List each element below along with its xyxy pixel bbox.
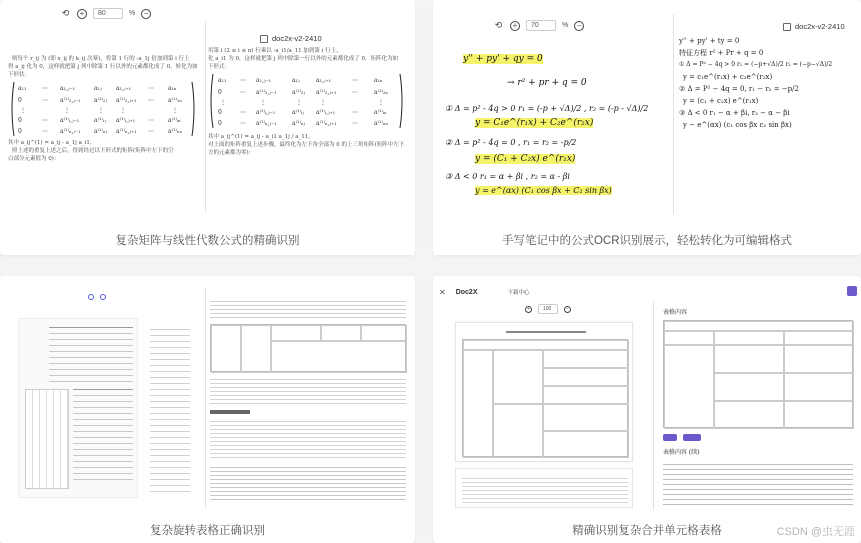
rotated-split-divider	[205, 288, 206, 508]
recognized-body-text-3	[210, 464, 406, 502]
svg-text:0: 0	[18, 117, 22, 124]
matrix-left-after-1: 其中 a_ij^(1) = a_ij - a_1j a_i1，	[8, 140, 96, 146]
matrix-right-line-3: 下形式：	[208, 64, 231, 70]
rotated-text-line	[49, 351, 133, 352]
svg-text:a₁ₙ: a₁ₙ	[168, 85, 177, 92]
svg-text:⋯: ⋯	[42, 117, 48, 124]
matrix-screenshot	[0, 8, 415, 212]
merged-section-title-2: 表格内容 (续)	[663, 449, 700, 456]
rotated-text-line	[49, 345, 133, 346]
card-caption: 精确识别复杂合并单元格表格	[572, 525, 722, 537]
svg-text:⋮: ⋮	[296, 99, 302, 106]
matrix-left-line-1: 则每个 r_ij 为 (即 x_ij 的 k_ij 次幂)，将第 1 行的 -a_1j 倍加到第 i 行上	[12, 56, 190, 62]
svg-text:a⁽¹⁾₂,ⱼ₋₁: a⁽¹⁾₂,ⱼ₋₁	[256, 89, 277, 96]
handwriting-split-divider	[673, 14, 674, 214]
zoom-input[interactable]	[538, 304, 558, 314]
table-cell	[664, 331, 714, 345]
hand-line-1	[463, 54, 543, 64]
rotated-text-line	[49, 327, 133, 328]
matrix-right-figure	[208, 72, 408, 130]
table-cell	[493, 404, 543, 458]
rotated-text-line	[73, 473, 133, 474]
table-cell	[543, 431, 629, 458]
rotated-text-line	[49, 339, 133, 340]
card-caption: 复杂旋转表格正确识别	[150, 525, 265, 537]
svg-text:a₁,ⱼ₊₁: a₁,ⱼ₊₁	[116, 85, 132, 92]
svg-text:a⁽¹⁾ₙ,ⱼ₋₁: a⁽¹⁾ₙ,ⱼ₋₁	[60, 128, 81, 135]
svg-text:⋮: ⋮	[20, 107, 26, 114]
matrix-right-after-2: 对上面的矩阵重复上述步骤，最终化为左下角全部为 0 的上三角矩阵(矩阵中左下	[208, 142, 405, 148]
latex-line-5: ② Δ = P² − 4q = 0, r₁ − r₂ = −p/2	[679, 85, 799, 93]
latex-line-4: y = c₁e^(r₁x) + c₂e^(r₂x)	[683, 73, 773, 81]
rotate-icon[interactable]: ⟲	[494, 20, 503, 30]
matrix-left-after-2: 照上述的重复上述之后，得到经过以下形式的矩阵(矩阵中左下的空	[12, 148, 174, 154]
svg-text:a⁽¹⁾ᵢ,ⱼ₊₁: a⁽¹⁾ᵢ,ⱼ₊₁	[116, 117, 136, 124]
latex-line-8: y − e^(αx) (c₁ cos βx c₂ sin βx)	[683, 121, 792, 129]
recognized-body-text	[210, 376, 406, 406]
svg-text:⋮: ⋮	[220, 99, 226, 106]
rotated-text-line	[49, 363, 133, 364]
table-cell	[271, 341, 407, 373]
table-cell	[714, 401, 784, 429]
svg-text:⋯: ⋯	[240, 89, 246, 96]
card-merged-cells	[433, 276, 861, 543]
handwriting-screenshot	[433, 14, 861, 214]
zoom-input[interactable]	[93, 8, 123, 19]
table-cell	[463, 350, 493, 458]
latex-line-2: 特征方程 r² + Pr + q = 0	[679, 49, 764, 57]
svg-text:⋯: ⋯	[240, 109, 246, 116]
source-table	[462, 339, 628, 457]
svg-text:a⁽¹⁾ᵢₙ: a⁽¹⁾ᵢₙ	[374, 109, 387, 116]
recognized-body-text	[663, 460, 853, 506]
svg-text:⋮: ⋮	[320, 99, 326, 106]
table-cell	[664, 345, 714, 429]
merged-screenshot	[433, 282, 861, 510]
recognized-merged-table	[663, 320, 853, 428]
table-cell	[784, 345, 854, 373]
zoom-value: 70	[531, 22, 539, 29]
hand-line-8-text: y = e^(αx) (C₁ cos βx + C₂ sin βx)	[475, 186, 612, 195]
matrix-right-after-3: 方的元素都为零)：	[208, 150, 255, 156]
table-cell	[784, 373, 854, 401]
app-header	[433, 282, 861, 302]
rotated-text-line	[73, 443, 133, 444]
recognized-body-text-2	[210, 418, 406, 458]
hand-line-5: ② Δ = p² - 4q = 0 , r₁ = r₂ = -p/2	[445, 138, 577, 147]
table-cell	[714, 373, 784, 401]
svg-text:a⁽¹⁾ₙⱼ: a⁽¹⁾ₙⱼ	[292, 120, 306, 127]
svg-text:⋯: ⋯	[352, 89, 358, 96]
svg-text:⋯: ⋯	[352, 109, 358, 116]
source-page	[455, 322, 633, 462]
rotated-text-line	[49, 333, 133, 334]
svg-text:a⁽¹⁾ᵢ,ⱼ₋₁: a⁽¹⁾ᵢ,ⱼ₋₁	[256, 109, 276, 116]
merged-split-divider	[653, 302, 654, 510]
rotated-text-line	[73, 389, 133, 390]
table-cell	[664, 321, 854, 331]
card-matrix-recognition	[0, 0, 415, 255]
svg-text:a⁽¹⁾₂ⱼ: a⁽¹⁾₂ⱼ	[94, 97, 107, 104]
zoom-out-icon[interactable]: −	[141, 9, 151, 19]
document-icon	[783, 23, 791, 31]
svg-text:⋯: ⋯	[42, 128, 48, 135]
svg-text:a₁,ⱼ₋₁: a₁,ⱼ₋₁	[256, 77, 272, 84]
document-icon	[260, 35, 268, 43]
latex-line-6: y = (c₁ + c₂x) e^(r₁x)	[683, 97, 759, 105]
svg-text:0: 0	[18, 97, 22, 104]
handwriting-doc-title	[783, 22, 845, 31]
svg-text:a⁽¹⁾ᵢⱼ: a⁽¹⁾ᵢⱼ	[94, 117, 106, 124]
zoom-value: 80	[98, 10, 106, 17]
copy-button[interactable]	[663, 434, 677, 441]
edit-button[interactable]	[683, 434, 701, 441]
svg-text:⋮: ⋮	[98, 107, 104, 114]
matrix-left-figure	[8, 80, 198, 138]
recognized-table	[210, 324, 406, 372]
svg-text:⋯: ⋯	[352, 77, 358, 84]
svg-text:a⁽¹⁾ᵢₙ: a⁽¹⁾ᵢₙ	[168, 117, 181, 124]
matrix-doc-title	[260, 34, 322, 43]
matrix-toolbar	[60, 8, 151, 19]
hand-line-4	[475, 118, 593, 128]
card-caption: 手写笔记中的公式OCR识别展示，轻松转化为可编辑格式	[501, 235, 793, 247]
source-page-2-text	[462, 475, 628, 505]
svg-text:a⁽¹⁾ᵢ,ⱼ₋₁: a⁽¹⁾ᵢ,ⱼ₋₁	[60, 117, 80, 124]
table-cell	[543, 350, 629, 368]
table-cell	[211, 325, 241, 373]
zoom-in-icon[interactable]	[88, 294, 94, 300]
handwriting-doc-title-text: doc2x-v2-2410	[795, 22, 845, 31]
svg-text:a⁽¹⁾ₙ,ⱼ₊₁: a⁽¹⁾ₙ,ⱼ₊₁	[316, 120, 337, 127]
latex-line-3: ① Δ = P² − 4q > 0 r₁ = (−p+√Δ)/2 r₂ = (−p−√Δ)/2	[679, 61, 833, 68]
svg-text:⋮: ⋮	[120, 107, 126, 114]
svg-text:a⁽¹⁾ᵢ,ⱼ₊₁: a⁽¹⁾ᵢ,ⱼ₊₁	[316, 109, 336, 116]
svg-text:⋯: ⋯	[352, 120, 358, 127]
matrix-left-line-3: 下形状：	[8, 72, 31, 78]
matrix-left-after-3: 白部分元素值为 0)：	[8, 156, 60, 162]
rotate-icon[interactable]: ⟲	[61, 8, 70, 18]
hand-line-6	[475, 154, 575, 164]
zoom-in-icon[interactable]: +	[77, 9, 87, 19]
rotated-text-line	[73, 449, 133, 450]
table-cell	[241, 325, 271, 373]
zoom-input[interactable]	[526, 20, 556, 31]
card-rotated-table	[0, 276, 415, 543]
zoom-unit: %	[562, 22, 569, 29]
rotated-page	[18, 318, 138, 498]
watermark: CSDN @虫无涯	[776, 526, 855, 538]
svg-text:a₁ₙ: a₁ₙ	[374, 77, 383, 84]
table-cell	[543, 386, 629, 404]
svg-text:a₁ⱼ: a₁ⱼ	[292, 77, 300, 84]
rotated-text-line	[73, 407, 133, 408]
matrix-doc-title-text: doc2x-v2-2410	[272, 34, 322, 43]
svg-text:a⁽¹⁾ₙ,ⱼ₋₁: a⁽¹⁾ₙ,ⱼ₋₁	[256, 120, 277, 127]
rotated-text-line	[73, 467, 133, 468]
svg-text:a⁽¹⁾ₙₙ: a⁽¹⁾ₙₙ	[168, 128, 183, 135]
rotated-page-right-col	[150, 324, 190, 496]
matrix-right-after-1: 其中 a_ij^(1) = a_ij - a_i1 a_1j / a_11，	[208, 134, 314, 140]
hand-line-6-text: y = (C₁ + C₂x) e^(r₁x)	[475, 154, 576, 164]
card-handwriting-ocr	[433, 0, 861, 255]
rotated-text-line	[73, 479, 133, 480]
svg-text:a⁽¹⁾ₙ,ⱼ₊₁: a⁽¹⁾ₙ,ⱼ₊₁	[116, 128, 137, 135]
svg-text:⋯: ⋯	[148, 128, 154, 135]
merged-section-title-1: 表格内容	[663, 309, 688, 316]
recognized-header-text	[210, 298, 406, 320]
zoom-out-icon[interactable]: −	[574, 21, 584, 31]
table-cell	[714, 331, 784, 345]
svg-text:a⁽¹⁾₂,ⱼ₊₁: a⁽¹⁾₂,ⱼ₊₁	[116, 97, 137, 104]
svg-text:a₁₁: a₁₁	[218, 77, 227, 84]
hand-line-2: → r² + pr + q = 0	[507, 78, 587, 88]
table-cell	[463, 340, 629, 350]
app-name: Doc2X	[455, 288, 478, 296]
svg-text:0: 0	[218, 120, 222, 127]
matrix-left-line-2: 得 a_ij 化为 0，这样就把第 j 列中除第 1 行以外的元素都化成了 0，转化为如	[8, 64, 198, 70]
rotated-text-line	[73, 425, 133, 426]
hand-line-8	[475, 186, 612, 195]
zoom-value: 100	[543, 306, 552, 312]
svg-text:a⁽¹⁾₂ₙ: a⁽¹⁾₂ₙ	[168, 97, 182, 104]
hand-line-3: ① Δ = p² - 4q > 0 r₁ = (-p + √Δ)/2 , r₂ = (-p - √Δ)/2	[445, 104, 649, 113]
zoom-out-icon[interactable]: −	[564, 306, 571, 313]
svg-text:⋮: ⋮	[64, 107, 70, 114]
svg-text:0: 0	[18, 128, 22, 135]
rotated-text-line	[73, 413, 133, 414]
rotated-text-line	[49, 381, 133, 382]
source-page-2	[455, 468, 633, 508]
rotated-text-line	[73, 419, 133, 420]
rotated-text-line	[73, 455, 133, 456]
download-center-link[interactable]: 下载中心	[507, 290, 530, 296]
app-logo-icon: ✕	[439, 287, 446, 297]
svg-text:a₁ⱼ: a₁ⱼ	[94, 85, 102, 92]
handwriting-toolbar	[493, 20, 584, 31]
recognized-section-heading	[210, 410, 250, 414]
svg-text:a⁽¹⁾ᵢⱼ: a⁽¹⁾ᵢⱼ	[292, 109, 304, 116]
svg-text:a⁽¹⁾₂,ⱼ₊₁: a⁽¹⁾₂,ⱼ₊₁	[316, 89, 337, 96]
svg-text:⋮: ⋮	[172, 107, 178, 114]
svg-text:⋮: ⋮	[378, 99, 384, 106]
rotated-text-line	[49, 375, 133, 376]
rotated-text-line	[49, 357, 133, 358]
rotated-text-line	[73, 461, 133, 462]
rotated-text-line	[73, 401, 133, 402]
rotated-text-line	[49, 369, 133, 370]
zoom-unit: %	[129, 10, 136, 17]
svg-text:a⁽¹⁾₂ⱼ: a⁽¹⁾₂ⱼ	[292, 89, 305, 96]
matrix-right-line-2: 化 a_i1 为 0，这样就把第 j 列中除第一行以外的元素都化成了 0，矩阵化为如	[208, 56, 398, 62]
svg-text:⋯: ⋯	[148, 117, 154, 124]
matrix-right-line-1: 用第 i (2 ≤ i ≤ n) 行乘以 -a_i1/a_11 加到第 i 行上，	[208, 48, 342, 54]
table-cell	[493, 350, 543, 404]
table-cell	[361, 325, 407, 341]
table-cell	[321, 325, 361, 341]
svg-text:⋯: ⋯	[42, 97, 48, 104]
svg-text:a⁽¹⁾ₙⱼ: a⁽¹⁾ₙⱼ	[94, 128, 108, 135]
rotated-screenshot	[0, 288, 415, 508]
svg-text:a₁,ⱼ₋₁: a₁,ⱼ₋₁	[60, 85, 76, 92]
table-cell	[714, 345, 784, 373]
table-cell	[784, 401, 854, 429]
svg-text:⋯: ⋯	[240, 77, 246, 84]
table-cell	[271, 325, 321, 341]
svg-text:a₁₁: a₁₁	[18, 85, 27, 92]
card-caption: 复杂矩阵与线性代数公式的精确识别	[115, 235, 300, 247]
rotated-toolbar	[88, 294, 106, 300]
svg-text:0: 0	[218, 89, 222, 96]
zoom-in-icon[interactable]: +	[510, 21, 520, 31]
svg-text:⋯: ⋯	[42, 85, 48, 92]
table-cell	[784, 331, 854, 345]
hand-line-1-text: y'' + py' + qy = 0	[463, 54, 543, 64]
svg-text:⋮: ⋮	[260, 99, 266, 106]
svg-text:⋯: ⋯	[148, 97, 154, 104]
matrix-split-divider	[205, 22, 206, 212]
rotated-text-line	[73, 395, 133, 396]
table-cell	[543, 368, 629, 386]
svg-text:a⁽¹⁾ₙₙ: a⁽¹⁾ₙₙ	[374, 120, 389, 127]
zoom-out-icon[interactable]	[100, 294, 106, 300]
svg-text:a⁽¹⁾₂ₙ: a⁽¹⁾₂ₙ	[374, 89, 388, 96]
svg-text:a₁,ⱼ₊₁: a₁,ⱼ₊₁	[316, 77, 332, 84]
latex-line-7: ③ Δ < 0 r₁ − α + βi, r₂ − α − βi	[679, 109, 790, 117]
rotated-table-region	[25, 389, 69, 489]
svg-text:⋯: ⋯	[240, 120, 246, 127]
merged-toolbar	[525, 304, 571, 314]
rotated-text-line	[73, 437, 133, 438]
zoom-in-icon[interactable]: +	[525, 306, 532, 313]
table-cell	[543, 404, 629, 431]
hand-line-7: ③ Δ < 0 r₁ = α + βi , r₂ = α - βi	[445, 172, 570, 181]
app-header-action[interactable]	[847, 286, 857, 296]
source-table-title	[506, 331, 586, 333]
latex-line-1: y'' + py' + ty = 0	[679, 37, 740, 45]
hand-line-4-text: y = C₁e^(r₁x) + C₂e^(r₂x)	[475, 118, 594, 128]
rotated-text-line	[73, 431, 133, 432]
svg-text:⋯: ⋯	[148, 85, 154, 92]
svg-text:0: 0	[218, 109, 222, 116]
svg-text:a⁽¹⁾₂,ⱼ₋₁: a⁽¹⁾₂,ⱼ₋₁	[60, 97, 81, 104]
